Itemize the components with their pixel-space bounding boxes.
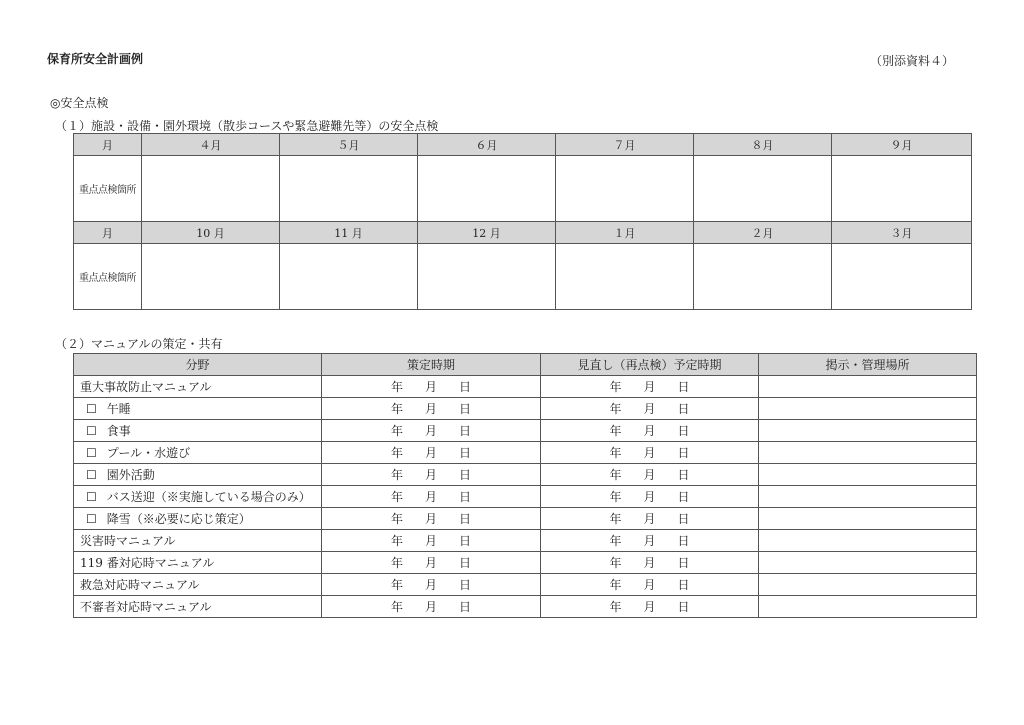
- month-header-row-2: [74, 222, 972, 244]
- date-year-label: 年: [390, 424, 403, 438]
- date-day-label: 日: [677, 556, 690, 570]
- date-day-label: 日: [677, 534, 690, 548]
- date-cell[interactable]: [322, 508, 541, 530]
- inspection-cell[interactable]: [280, 244, 418, 310]
- manual-name-cell: [74, 530, 322, 552]
- date-cell[interactable]: [541, 530, 759, 552]
- manual-name: プール・水遊び: [106, 446, 191, 460]
- location-cell[interactable]: [759, 486, 977, 508]
- manual-name: 降雪（※必要に応じ策定）: [106, 512, 251, 526]
- location-cell[interactable]: [759, 442, 977, 464]
- month-cell: ３月: [832, 222, 972, 244]
- checkbox-icon[interactable]: ☐: [86, 402, 97, 416]
- inspection-cell[interactable]: [556, 244, 694, 310]
- date-year-label: 年: [609, 490, 622, 504]
- table-row: [74, 574, 977, 596]
- date-year-label: 年: [390, 600, 403, 614]
- date-month-label: 月: [643, 600, 656, 614]
- date-day-label: 日: [459, 490, 472, 504]
- date-cell[interactable]: [541, 464, 759, 486]
- date-year-label: 年: [390, 446, 403, 460]
- location-cell[interactable]: [759, 420, 977, 442]
- date-day-label: 日: [459, 534, 472, 548]
- table-row: [74, 420, 977, 442]
- date-cell[interactable]: [322, 486, 541, 508]
- date-year-label: 年: [390, 490, 403, 504]
- inspection-point-label: 重点点検箇所: [74, 156, 142, 222]
- date-month-label: 月: [643, 556, 656, 570]
- date-cell[interactable]: [541, 420, 759, 442]
- month-cell: 11 月: [280, 222, 418, 244]
- date-day-label: 日: [677, 512, 690, 526]
- date-day-label: 日: [677, 578, 690, 592]
- date-day-label: 日: [677, 380, 690, 394]
- date-month-label: 月: [643, 534, 656, 548]
- location-cell[interactable]: [759, 376, 977, 398]
- month-cell: 12 月: [418, 222, 556, 244]
- date-month-label: 月: [643, 380, 656, 394]
- manual-name-cell: [74, 508, 322, 530]
- inspection-cell[interactable]: [418, 244, 556, 310]
- inspection-cell[interactable]: [280, 156, 418, 222]
- date-month-label: 月: [424, 556, 437, 570]
- date-month-label: 月: [643, 402, 656, 416]
- date-cell[interactable]: [322, 376, 541, 398]
- location-cell[interactable]: [759, 398, 977, 420]
- date-cell[interactable]: [541, 398, 759, 420]
- date-month-label: 月: [643, 490, 656, 504]
- month-label: 月: [74, 134, 142, 156]
- manual-name-cell: [74, 398, 322, 420]
- document-title: 保育所安全計画例: [47, 52, 144, 66]
- manual-name-cell: [74, 376, 322, 398]
- date-cell[interactable]: [541, 552, 759, 574]
- inspection-cell[interactable]: [556, 156, 694, 222]
- column-header-review: 見直し（再点検）予定時期: [541, 354, 759, 376]
- date-day-label: 日: [459, 446, 472, 460]
- inspection-cell[interactable]: [694, 156, 832, 222]
- column-header-created: 策定時期: [322, 354, 541, 376]
- location-cell[interactable]: [759, 596, 977, 618]
- date-year-label: 年: [390, 512, 403, 526]
- date-year-label: 年: [609, 578, 622, 592]
- date-cell[interactable]: [322, 596, 541, 618]
- month-cell: 10 月: [142, 222, 280, 244]
- date-day-label: 日: [677, 600, 690, 614]
- date-month-label: 月: [424, 534, 437, 548]
- date-month-label: 月: [643, 468, 656, 482]
- date-year-label: 年: [609, 446, 622, 460]
- date-cell[interactable]: [541, 508, 759, 530]
- manual-name-cell: [74, 596, 322, 618]
- date-month-label: 月: [643, 512, 656, 526]
- date-cell[interactable]: [541, 442, 759, 464]
- date-year-label: 年: [609, 424, 622, 438]
- manual-name: 園外活動: [106, 468, 155, 482]
- date-year-label: 年: [390, 556, 403, 570]
- date-month-label: 月: [424, 512, 437, 526]
- manual-name: 災害時マニュアル: [80, 534, 176, 548]
- checkbox-icon[interactable]: ☐: [86, 446, 97, 460]
- date-month-label: 月: [643, 446, 656, 460]
- table-row: [74, 552, 977, 574]
- manual-name: 重大事故防止マニュアル: [80, 380, 212, 394]
- checkbox-icon[interactable]: ☐: [86, 468, 97, 482]
- inspection-table: [73, 133, 972, 310]
- date-cell[interactable]: [322, 420, 541, 442]
- month-cell: ２月: [694, 222, 832, 244]
- location-cell[interactable]: [759, 464, 977, 486]
- table-row: [74, 464, 977, 486]
- date-day-label: 日: [459, 402, 472, 416]
- date-year-label: 年: [390, 578, 403, 592]
- date-year-label: 年: [390, 468, 403, 482]
- month-cell: ４月: [142, 134, 280, 156]
- manual-name: 119 番対応時マニュアル: [80, 556, 215, 570]
- manual-name-cell: [74, 420, 322, 442]
- date-day-label: 日: [459, 556, 472, 570]
- date-month-label: 月: [424, 490, 437, 504]
- date-cell[interactable]: [541, 376, 759, 398]
- date-cell[interactable]: [541, 574, 759, 596]
- month-label: 月: [74, 222, 142, 244]
- date-year-label: 年: [609, 468, 622, 482]
- date-month-label: 月: [424, 446, 437, 460]
- part2-title: （２）マニュアルの策定・共有: [55, 337, 223, 351]
- column-header-location: 掲示・管理場所: [759, 354, 977, 376]
- location-cell[interactable]: [759, 574, 977, 596]
- date-day-label: 日: [677, 446, 690, 460]
- date-month-label: 月: [424, 402, 437, 416]
- date-day-label: 日: [459, 600, 472, 614]
- column-header-field: 分野: [74, 354, 322, 376]
- inspection-cell[interactable]: [418, 156, 556, 222]
- checkbox-icon[interactable]: ☐: [86, 490, 97, 504]
- date-day-label: 日: [677, 490, 690, 504]
- manual-name: 不審者対応時マニュアル: [80, 600, 212, 614]
- date-day-label: 日: [677, 424, 690, 438]
- inspection-cell[interactable]: [832, 156, 972, 222]
- inspection-cell[interactable]: [142, 244, 280, 310]
- date-day-label: 日: [459, 468, 472, 482]
- date-month-label: 月: [643, 424, 656, 438]
- checkbox-icon[interactable]: ☐: [86, 424, 97, 438]
- date-day-label: 日: [677, 468, 690, 482]
- inspection-cell[interactable]: [832, 244, 972, 310]
- date-cell[interactable]: [322, 464, 541, 486]
- manual-name: 食事: [106, 424, 131, 438]
- manual-name-cell: [74, 574, 322, 596]
- date-month-label: 月: [424, 468, 437, 482]
- location-cell[interactable]: [759, 552, 977, 574]
- attachment-label: （別添資料４）: [870, 54, 955, 68]
- manual-name-cell: [74, 464, 322, 486]
- checkbox-icon[interactable]: ☐: [86, 512, 97, 526]
- manual-name-cell: [74, 552, 322, 574]
- date-month-label: 月: [424, 578, 437, 592]
- inspection-row-1: [74, 156, 972, 222]
- date-day-label: 日: [459, 578, 472, 592]
- date-cell[interactable]: [541, 596, 759, 618]
- date-year-label: 年: [390, 534, 403, 548]
- table-row: [74, 376, 977, 398]
- manual-header-row: [74, 354, 977, 376]
- month-cell: ９月: [832, 134, 972, 156]
- month-cell: ８月: [694, 134, 832, 156]
- location-cell[interactable]: [759, 508, 977, 530]
- date-month-label: 月: [424, 600, 437, 614]
- table-row: [74, 398, 977, 420]
- date-day-label: 日: [459, 512, 472, 526]
- date-year-label: 年: [609, 600, 622, 614]
- date-year-label: 年: [609, 556, 622, 570]
- manual-name: 午睡: [106, 402, 131, 416]
- date-day-label: 日: [459, 380, 472, 394]
- date-cell[interactable]: [541, 486, 759, 508]
- table-row: [74, 508, 977, 530]
- table-row: [74, 442, 977, 464]
- inspection-cell[interactable]: [142, 156, 280, 222]
- date-cell[interactable]: [322, 398, 541, 420]
- inspection-row-2: [74, 244, 972, 310]
- date-cell[interactable]: [322, 442, 541, 464]
- month-cell: ７月: [556, 134, 694, 156]
- date-year-label: 年: [609, 380, 622, 394]
- manual-name-cell: [74, 442, 322, 464]
- month-cell: １月: [556, 222, 694, 244]
- table-row: [74, 596, 977, 618]
- inspection-cell[interactable]: [694, 244, 832, 310]
- manual-name: バス送迎（※実施している場合のみ）: [106, 490, 311, 504]
- date-year-label: 年: [390, 402, 403, 416]
- manual-table: [73, 353, 977, 618]
- date-cell[interactable]: [322, 530, 541, 552]
- month-cell: ５月: [280, 134, 418, 156]
- manual-name-cell: [74, 486, 322, 508]
- date-cell[interactable]: [322, 574, 541, 596]
- date-month-label: 月: [424, 380, 437, 394]
- date-year-label: 年: [609, 402, 622, 416]
- date-day-label: 日: [677, 402, 690, 416]
- date-cell[interactable]: [322, 552, 541, 574]
- date-month-label: 月: [643, 578, 656, 592]
- part1-title: （１）施設・設備・園外環境（散歩コースや緊急避難先等）の安全点検: [55, 119, 439, 133]
- month-cell: ６月: [418, 134, 556, 156]
- date-year-label: 年: [609, 512, 622, 526]
- table-row: [74, 530, 977, 552]
- manual-name: 救急対応時マニュアル: [80, 578, 200, 592]
- location-cell[interactable]: [759, 530, 977, 552]
- section-title: ◎安全点検: [50, 96, 109, 110]
- month-header-row-1: [74, 134, 972, 156]
- table-row: [74, 486, 977, 508]
- date-day-label: 日: [459, 424, 472, 438]
- date-year-label: 年: [609, 534, 622, 548]
- date-year-label: 年: [390, 380, 403, 394]
- inspection-point-label: 重点点検箇所: [74, 244, 142, 310]
- date-month-label: 月: [424, 424, 437, 438]
